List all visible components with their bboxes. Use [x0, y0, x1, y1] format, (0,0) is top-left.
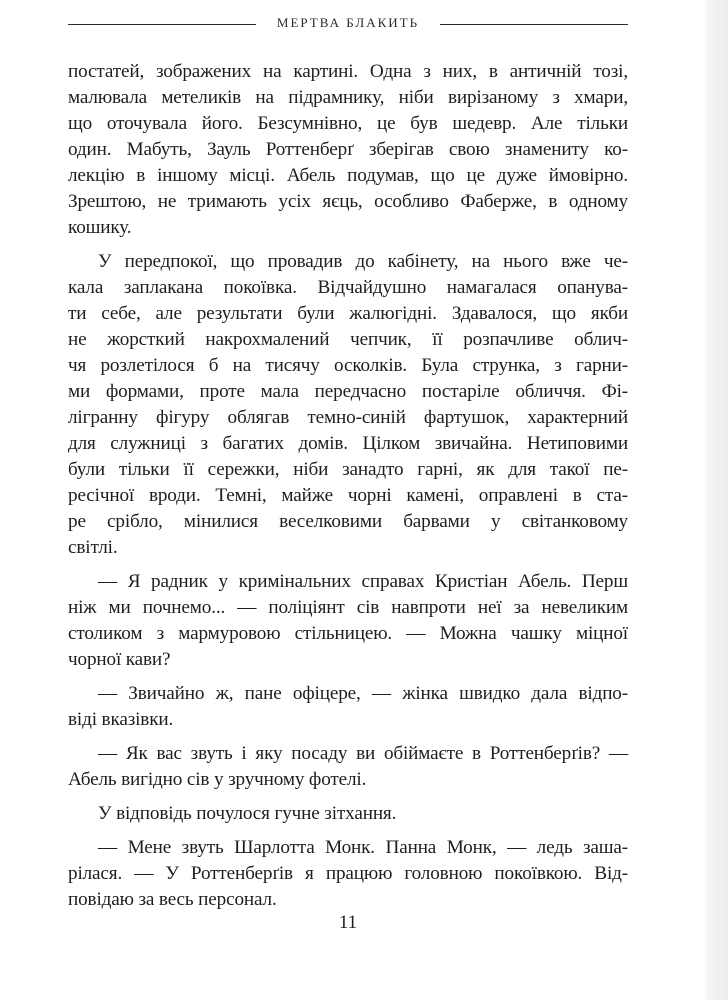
text-line: — Звичайно ж, пане офіцере, — жінка швидко дала відпо- [98, 683, 628, 704]
text-line: не жорсткий накрохмалений чепчик, її розпачливе облич- [68, 329, 628, 350]
paragraph [68, 835, 628, 913]
text-line: У відповідь почулося гучне зітхання. [98, 803, 397, 824]
paragraph [68, 801, 628, 827]
text-line: рілася. — У Роттенберґів я працюю головною покоївкою. Від- [68, 863, 628, 884]
text-line: ти себе, але результати були жалюгідні. Здавалося, що якби [68, 303, 628, 324]
text-line: кала заплакана покоївка. Відчайдушно намагалася опанува- [68, 277, 628, 298]
text-line: один. Мабуть, Зауль Роттенберґ зберігав свою знамениту ко- [68, 139, 628, 160]
text-line: були тільки її сережки, ніби занадто гарні, як для такої пе- [68, 459, 628, 480]
page-number: 11 [338, 912, 358, 933]
running-head-title: МЕРТВА БЛАКИТЬ [276, 15, 420, 30]
running-head-rule-right [440, 24, 628, 25]
paragraph [68, 681, 628, 733]
text-line: кошику. [68, 217, 132, 238]
text-line: — Мене звуть Шарлотта Монк. Панна Монк, — ледь заша- [98, 837, 628, 858]
text-line: малювала метеликів на підрамнику, ніби вирізаному з хмари, [68, 87, 628, 108]
text-line: чорної кави? [68, 649, 171, 670]
text-line: постатей, зображених на картині. Одна з них, в античній тозі, [68, 61, 628, 82]
paragraph [68, 59, 628, 241]
text-line: У передпокої, що провадив до кабінету, на нього вже че- [98, 251, 628, 272]
paragraph [68, 249, 628, 561]
text-line: лігранну фігуру облягав темно-синій фартушок, характерний [68, 407, 628, 428]
paragraph [68, 741, 628, 793]
paragraph [68, 569, 628, 673]
text-line: віді вказівки. [68, 709, 174, 730]
text-line: чя розлетілося б на тисячу осколків. Була струнка, з гарни- [68, 355, 628, 376]
text-line: повідаю за весь персонал. [68, 889, 277, 910]
text-line: лекцію в іншому місці. Абель подумав, що це дуже ймовірно. [68, 165, 628, 186]
text-line: Зрештою, не тримають усіх яєць, особливо Фаберже, в одному [68, 191, 628, 212]
body-text [68, 59, 628, 921]
text-line: ре срібло, мінилися веселковими барвами у світанковому [68, 511, 628, 532]
page-edge-shadow [706, 0, 728, 1000]
text-line: столиком з мармуровою стільницею. — Можна чашку міцної [68, 623, 628, 644]
text-line: Абель вигідно сів у зручному фотелі. [68, 769, 367, 790]
text-line: що оточувала його. Безсумнівно, це був шедевр. Але тільки [68, 113, 628, 134]
text-line: — Я радник у кримінальних справах Кристіан Абель. Перш [98, 571, 628, 592]
running-head [68, 12, 628, 36]
text-line: ми формами, проте мала передчасно постаріле обличчя. Фі- [68, 381, 628, 402]
text-line: ресічної вроди. Темні, майже чорні камені, оправлені в ста- [68, 485, 628, 506]
text-line: світлі. [68, 537, 118, 558]
text-line: ніж ми почнемо... — поліціянт сів навпроти неї за невеликим [68, 597, 628, 618]
text-line: для служниці з багатих домів. Цілком звичайна. Нетиповими [68, 433, 628, 454]
text-line: — Як вас звуть і яку посаду ви обіймаєте в Роттенберґів? — [98, 743, 628, 764]
